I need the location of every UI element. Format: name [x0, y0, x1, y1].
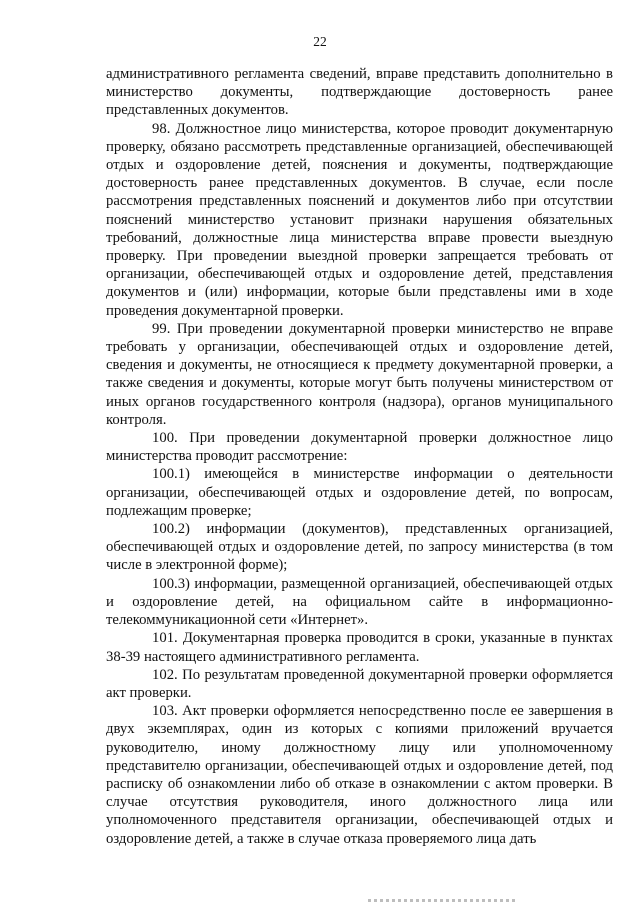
- paragraph-98: 98. Должностное лицо министерства, которое проводит документарную проверку, обязано рассмотреть представленные организацией, обеспечивающей отдых и оздоровление детей, пояснения и документы, подтверждающие достоверность ранее представленных документов. В случае, если после рассмотрения представленных пояснений и документов либо при отсутствии пояснений министерство установит признаки нарушения обязательных требований, должностные лица министерства вправе провести выездную проверку. При проведении выездной проверки запрещается требовать от организации, обеспечивающей отдых и оздоровление детей, представления документов и (или) информации, которые были представлены ими в ходе проведения документарной проверки.: [106, 120, 613, 319]
- paragraph-continuation: административного регламента сведений, вправе представить дополнительно в министерство документы, подтверждающие достоверность ранее представленных документов.: [106, 66, 613, 119]
- paragraph-100-1: 100.1) имеющейся в министерстве информации о деятельности организации, обеспечивающей отдых и оздоровление детей, по вопросам, подлежащим проверке;: [106, 466, 613, 519]
- paragraph-100-3: 100.3) информации, размещенной организацией, обеспечивающей отдых и оздоровление детей, на официальном сайте в информационно-телекоммуникационной сети «Интернет».: [106, 575, 613, 629]
- paragraph-103: 103. Акт проверки оформляется непосредственно после ее завершения в двух экземплярах, один из которых с копиями приложений вручается руководителю, иному должностному лицу или уполномоченному представителю организации, обеспечивающей отдых и оздоровление детей, под расписку об ознакомлении либо об отказе в ознакомлении с актом проверки. В случае отсутствия руководителя, иного должностного лица или уполномоченного представителя организации, обеспечивающей отдых и оздоровление детей, а также в случае отказа проверяемого лица дать: [106, 703, 613, 847]
- paragraph-102: 102. По результатам проведенной документарной проверки оформляется акт проверки.: [106, 666, 613, 701]
- paragraph-101: 101. Документарная проверка проводится в сроки, указанные в пунктах 38-39 настоящего административного регламента.: [106, 630, 613, 665]
- document-body: [106, 65, 613, 848]
- paragraph-99: 99. При проведении документарной проверки министерство не вправе требовать у организации, обеспечивающей отдых и оздоровление детей, сведения и документы, не относящиеся к предмету документарной проверки, а также сведения и документы, которые могут быть получены министерством от иных органов государственного контроля (надзора), органов муниципального контроля.: [106, 320, 613, 428]
- page-number: 22: [313, 34, 327, 49]
- paragraph-100-2: 100.2) информации (документов), представленных организацией, обеспечивающей отдых и оздоровление детей, по запросу министерства (в том числе в электронной форме);: [106, 521, 613, 574]
- scan-artifact-divider: [368, 899, 518, 902]
- paragraph-100: 100. При проведении документарной проверки должностное лицо министерства проводит рассмотрение:: [106, 430, 613, 465]
